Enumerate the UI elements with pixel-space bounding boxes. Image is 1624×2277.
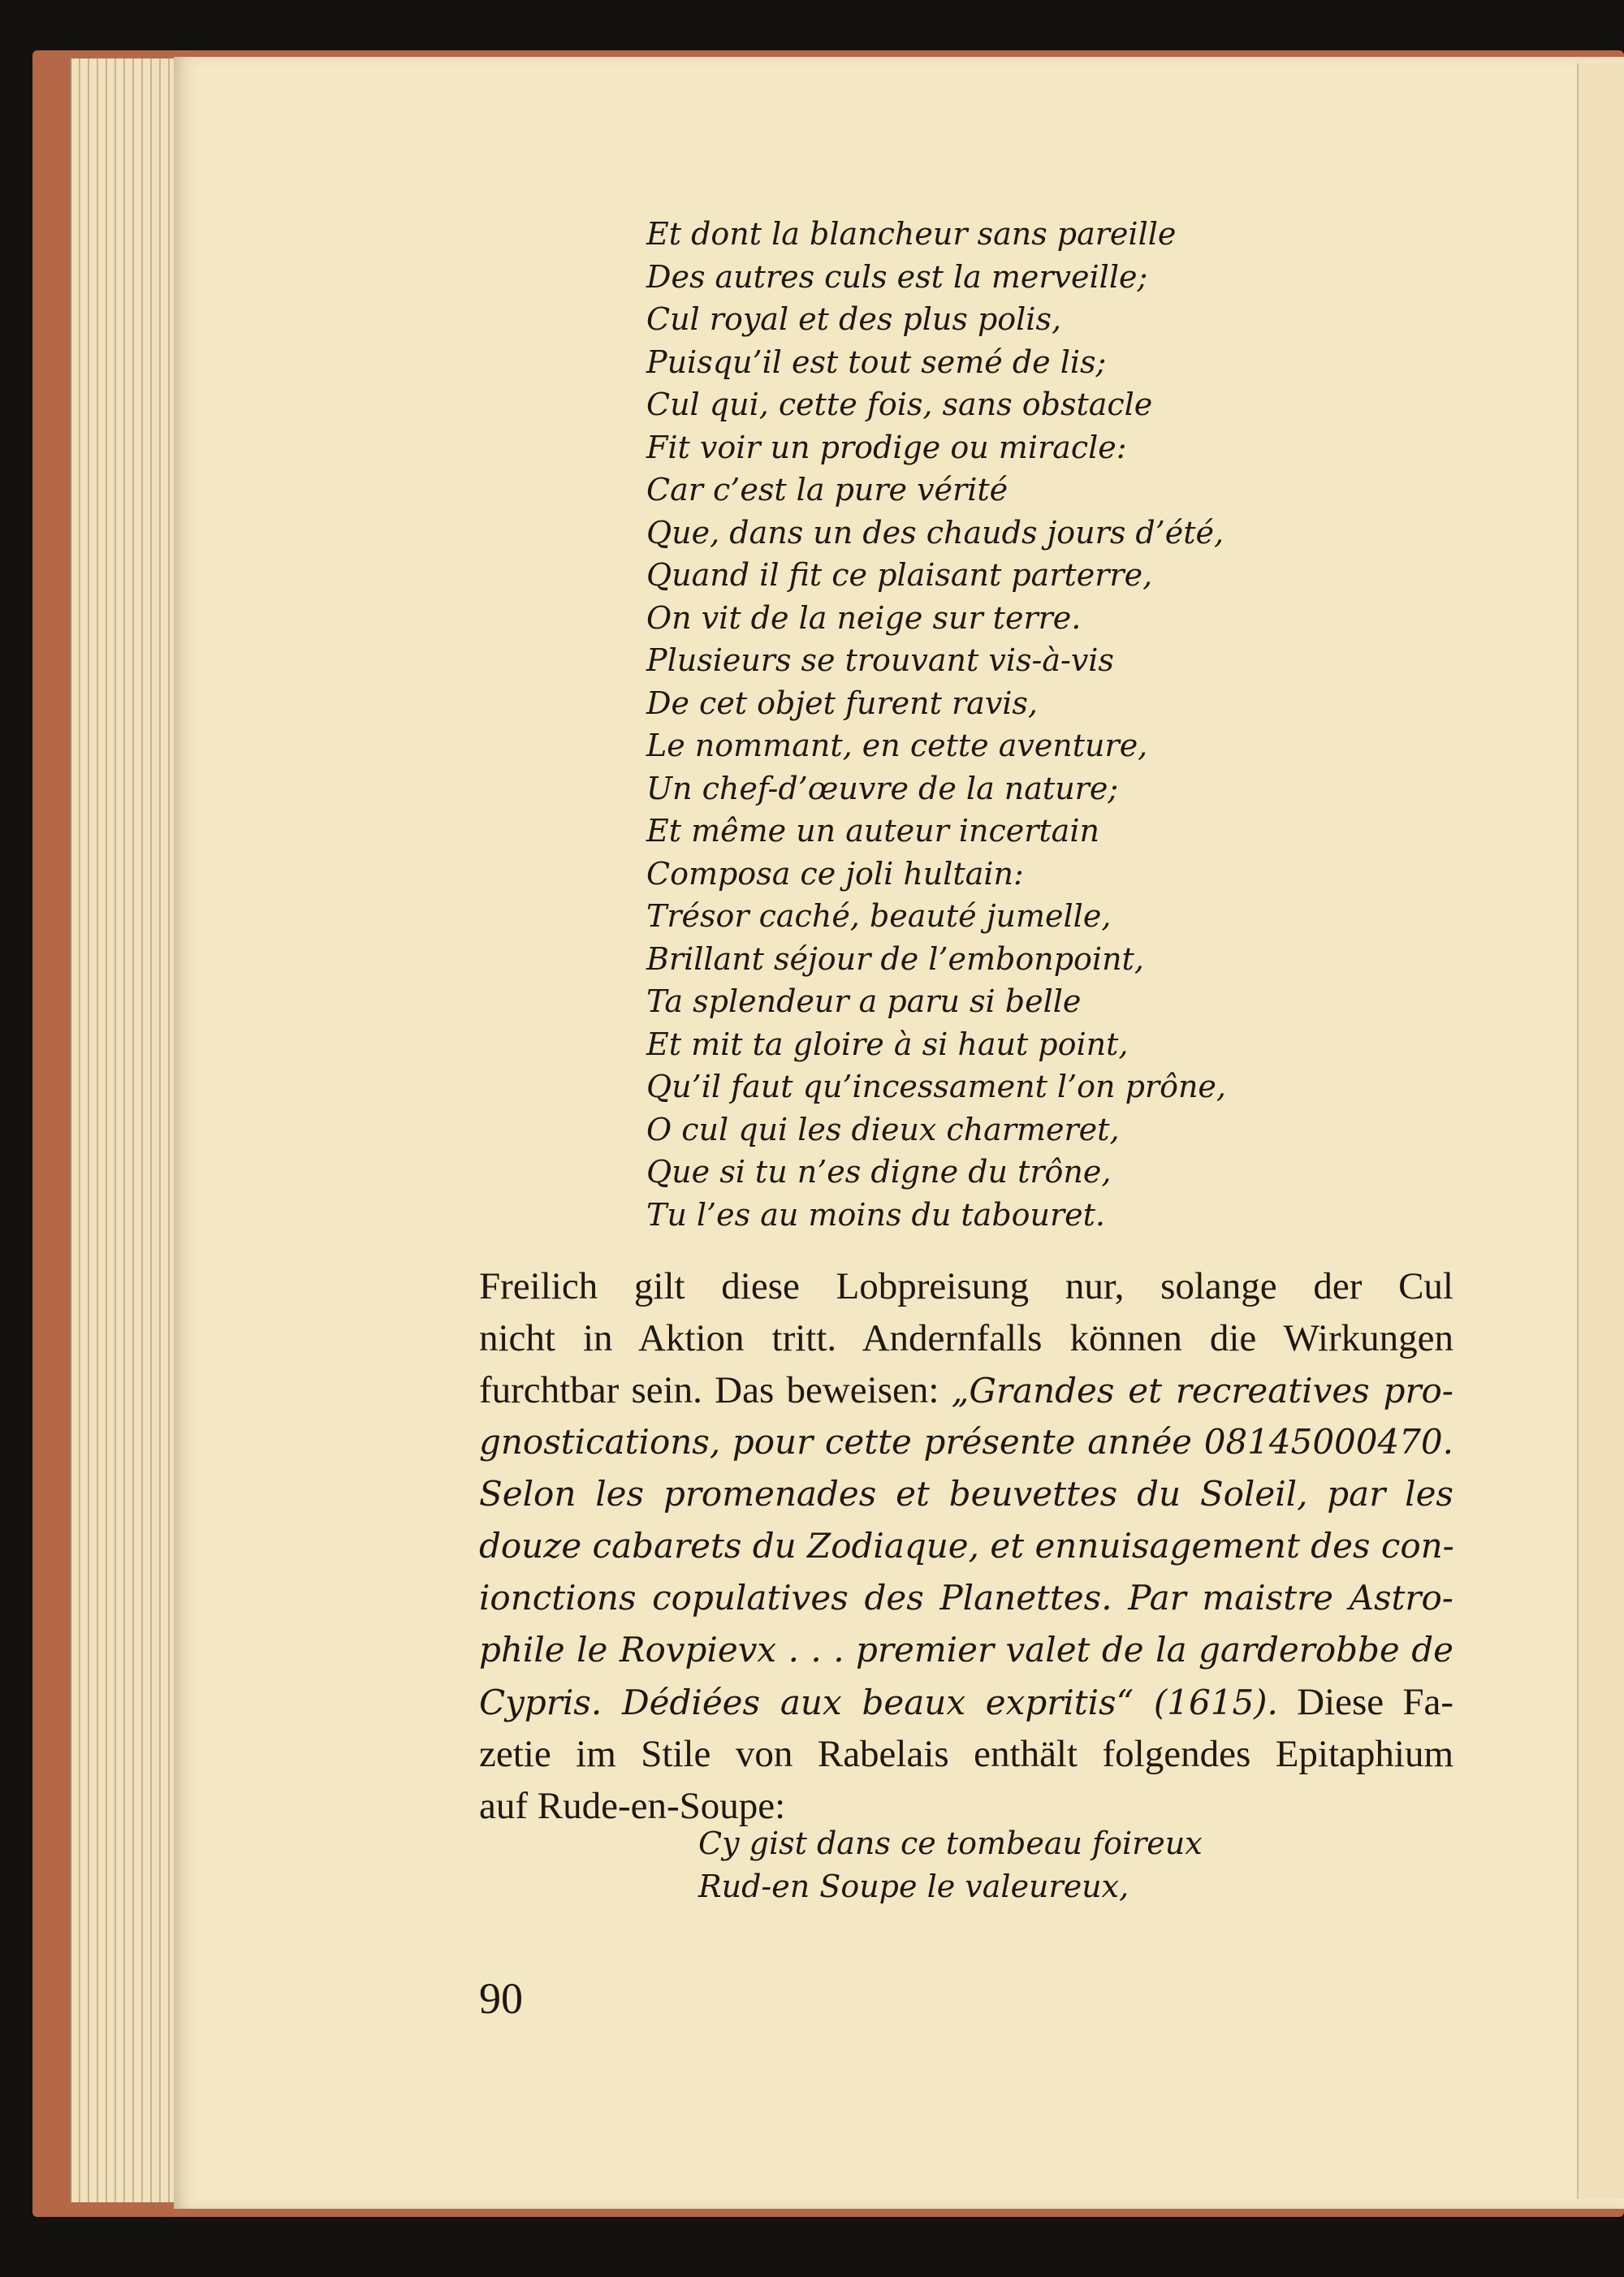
page-edges (70, 58, 185, 2202)
prose-line: gnostications, pour cette présente année 08145000470. (479, 1422, 1453, 1462)
prose-line: phile le Rovpievx . . . premier valet de la garderobbe de (479, 1630, 1453, 1670)
page-number: 90 (479, 1974, 523, 2023)
verse-line: Et mit ta gloire à si haut point, (646, 1026, 1129, 1062)
verse-line: Fit voir un prodige ou miracle: (646, 429, 1127, 465)
facing-page-edge (1577, 63, 1624, 2199)
verse-block (646, 213, 1312, 1236)
book-title-text: Cypris. Dédiées aux beaux expritis“ (1615). (479, 1683, 1278, 1722)
verse-line: Cul qui, cette fois, sans obstacle (646, 387, 1153, 422)
verse-line: Qu’il faut qu’incessament l’on prône, (646, 1069, 1226, 1104)
verse-line: On vit de la neige sur terre. (646, 599, 1082, 636)
prose-line: Selon les promenades et beuvettes du Soleil, par les (479, 1474, 1453, 1514)
prose-line (479, 1676, 1453, 1728)
verse-line: Plusieurs se trouvant vis-à-vis (646, 642, 1114, 678)
epitaph-verse-block (698, 1822, 1364, 1908)
verse-line: Trésor caché, beauté jumelle, (646, 898, 1112, 934)
prose-text: Diese Fa- (1277, 1681, 1453, 1723)
verse-line: Car c’est la pure vérité (646, 472, 1009, 508)
verse-line: De cet objet furent ravis, (646, 685, 1039, 721)
verse-line: O cul qui les dieux charmeret, (646, 1111, 1120, 1147)
prose-line: douze cabarets du Zodiaque, et ennuisagement des con- (479, 1526, 1454, 1566)
verse-line: Cy gist dans ce tombeau foireux (698, 1825, 1203, 1861)
prose-line: zetie im Stile von Rabelais enthält folgendes Epitaphium (479, 1733, 1453, 1775)
prose-line: nicht in Aktion tritt. Andernfalls können die Wirkungen (479, 1317, 1453, 1359)
verse-line: Rud-en Soupe le valeureux, (698, 1868, 1129, 1904)
verse-line: Et même un auteur incertain (646, 813, 1099, 849)
verse-line: Brillant séjour de l’embonpoint, (646, 940, 1144, 977)
prose-paragraph (479, 1260, 1453, 1832)
verse-line: Composa ce joli hultain: (646, 855, 1024, 892)
verse-line: Tu l’es au moins du tabouret. (646, 1196, 1106, 1233)
verse-line: Des autres culs est la merveille; (646, 258, 1148, 295)
verse-line: Et dont la blancheur sans pareille (646, 216, 1177, 252)
verse-line: Que si tu n’es digne du trône, (646, 1154, 1112, 1190)
prose-line: ionctions copulatives des Planettes. Par maistre Astro- (479, 1578, 1453, 1618)
verse-line: Un chef-d’œuvre de la nature; (646, 770, 1119, 806)
book-title-text: „Grandes et recreatives pro- (951, 1371, 1454, 1411)
prose-line: Freilich gilt diese Lobpreisung nur, solange der Cul (479, 1265, 1453, 1307)
prose-line (479, 1364, 1453, 1416)
prose-line: auf Rude-en-Soupe: (479, 1785, 786, 1827)
verse-line: Cul royal et des plus polis, (646, 301, 1062, 337)
prose-text: furchtbar sein. Das beweisen: (479, 1369, 952, 1411)
verse-line: Puisqu’il est tout semé de lis; (646, 343, 1107, 380)
verse-line: Quand il fit ce plaisant parterre, (646, 557, 1153, 593)
verse-line: Le nommant, en cette aventure, (646, 728, 1148, 763)
verse-line: Ta splendeur a paru si belle (646, 983, 1082, 1019)
verse-line: Que, dans un des chauds jours d’été, (646, 514, 1224, 551)
